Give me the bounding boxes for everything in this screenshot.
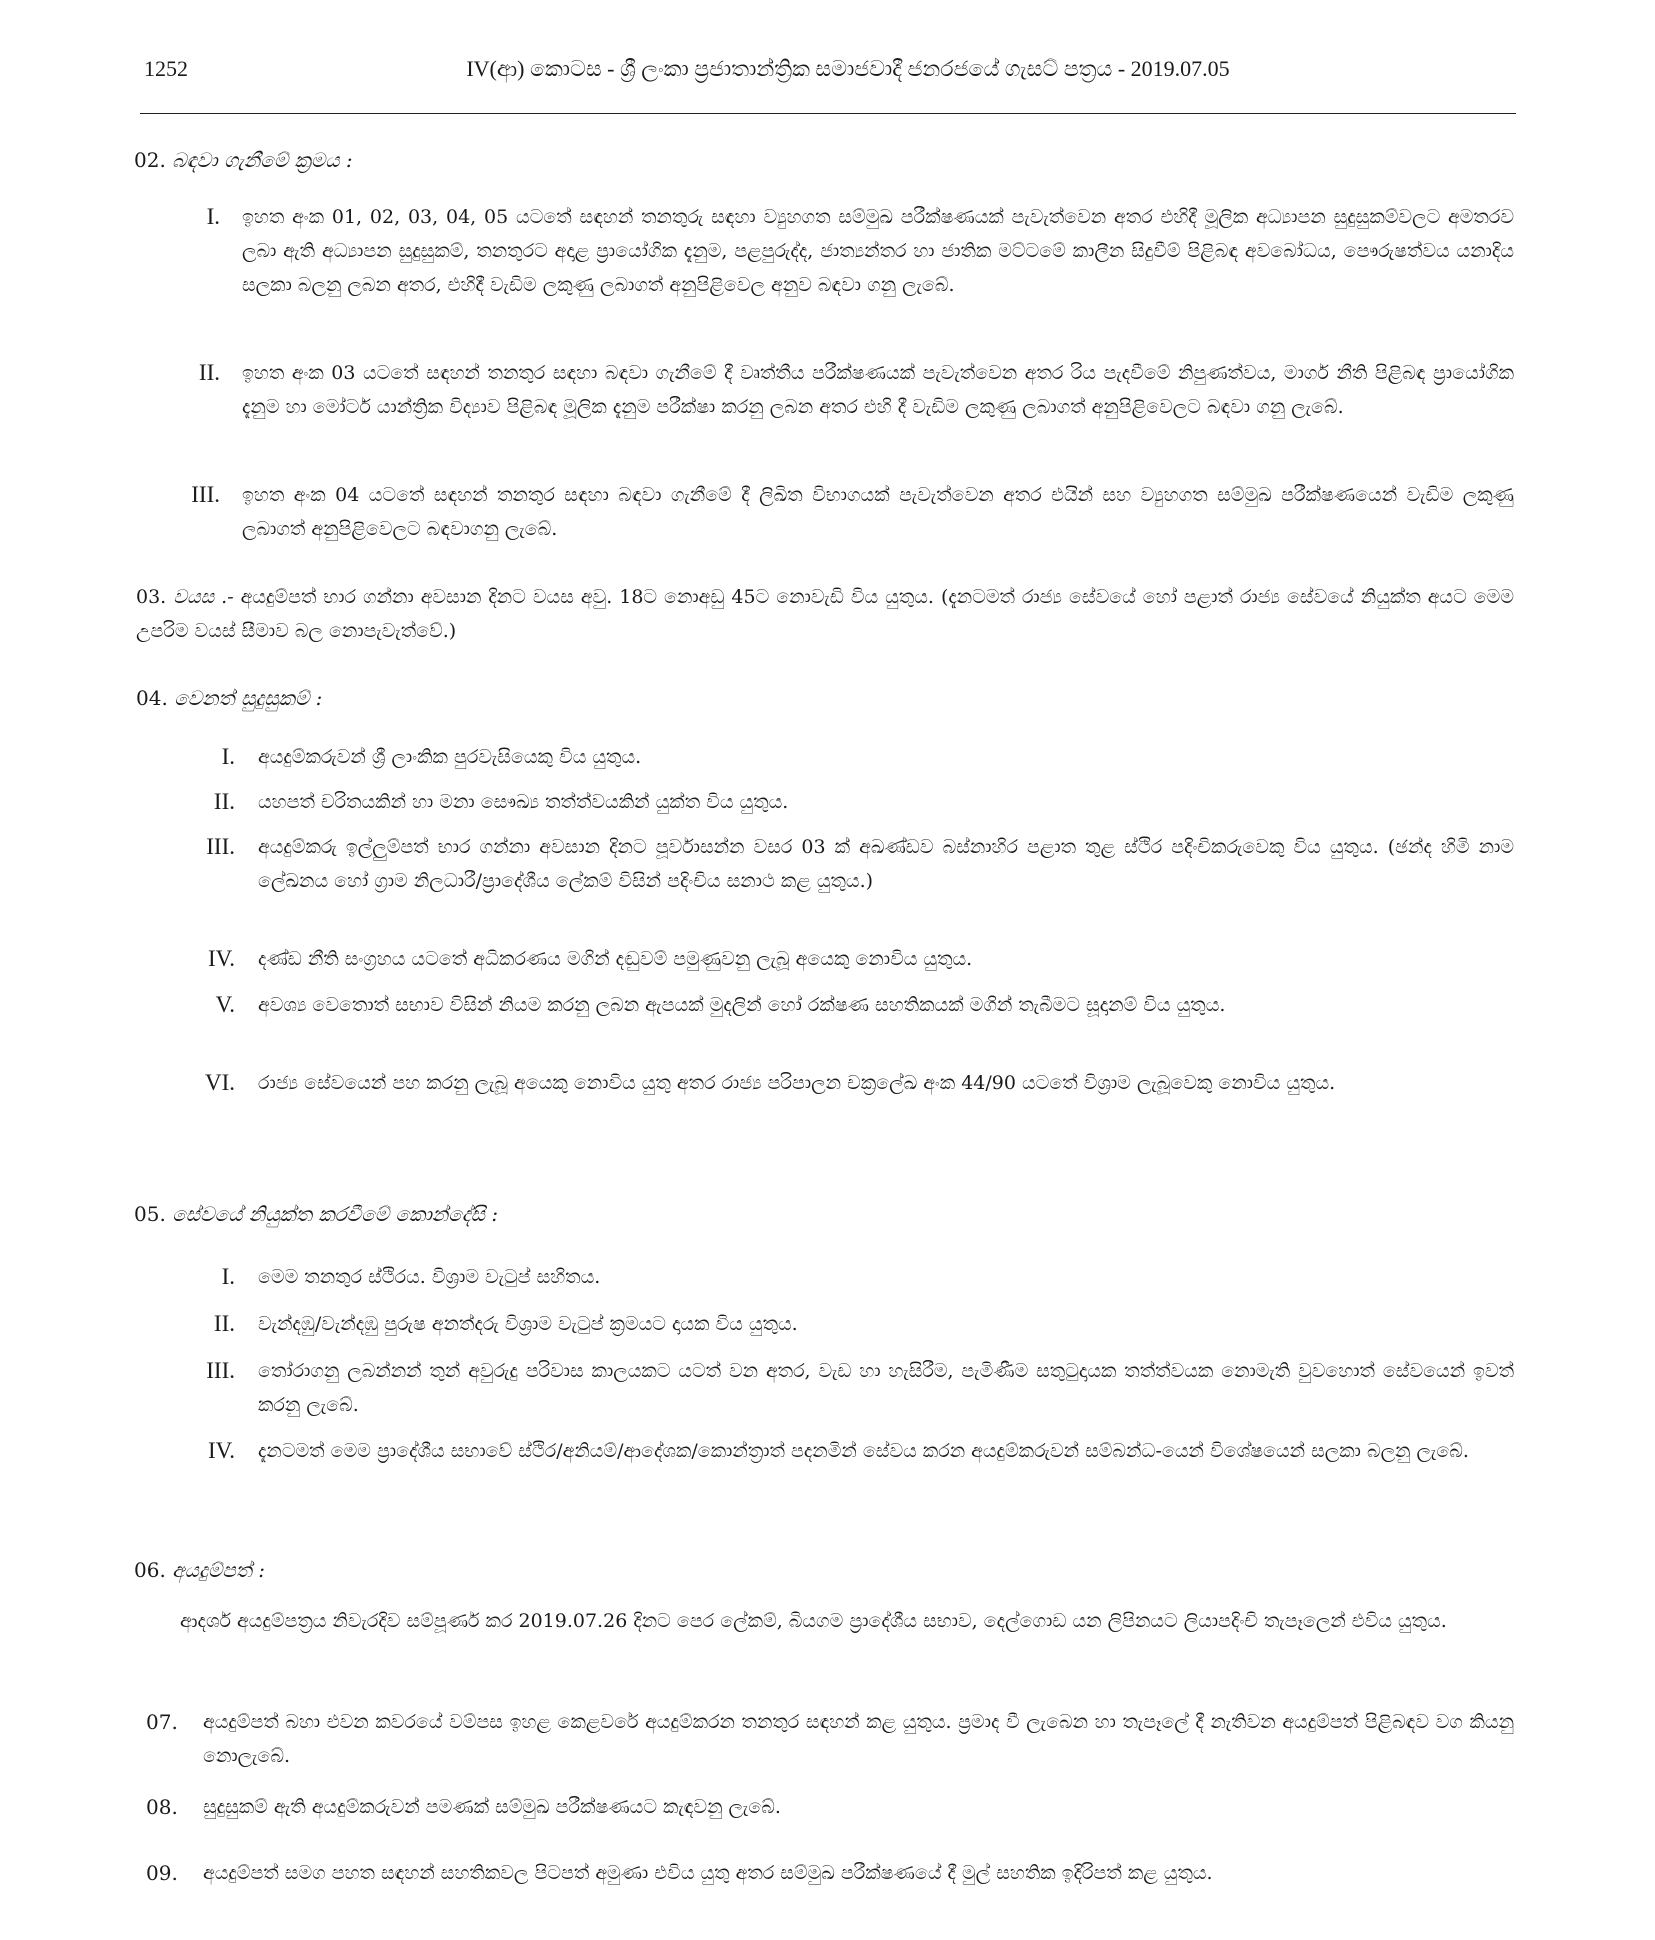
page-number: 1252	[144, 56, 188, 81]
item-number: V.	[215, 992, 235, 1017]
item-text: අයදුම්කරු ඉල්ලුම්පත් භාර ගන්නා අවසාන දිනට පූර්වාසන්න වසර 03 ක් අඛණ්ඩව බස්නාහිර පළාත තුළ ස්ථිර පදිංචිකරුවෙකු විය යුතුය. (ඡන්ද හිමි නාම ලේඛනය හෝ ග්‍රාම නිලධාරී/ප්‍රාදේශීය ලේකම් විසින් පදිංචිය සනාථ කළ යුතුය.)	[258, 836, 1514, 892]
item-text: වැන්දඹු/වැන්දඹු පුරුෂ අනත්දරු විශ්‍රාම වැටුප් ක්‍රමයට දායක විය යුතුය.	[258, 1313, 798, 1335]
section-03-paragraph	[136, 580, 1514, 648]
item-text: අවශ්‍ය වෙතොත් සභාව විසින් නියම කරනු ලබන ඇපයක් මුදලින් හෝ රක්ෂණ සහතිකයක් මගින් තැබීමට සූදානම් විය යුතුය.	[258, 994, 1226, 1016]
item-number: VI.	[204, 1070, 235, 1095]
item-text: මෙම තනතුර ස්ථිරය. විශ්‍රාම වැටුප් සහිතය.	[258, 1266, 601, 1288]
item-text: රාජ්‍ය සේවයෙන් පහ කරනු ලැබූ අයෙකු නොවිය යුතු අතර රාජ්‍ය පරිපාලන චක්‍රලේඛ අංක 44/90 යටතේ විශ්‍රාම ලැබූවෙකු නොවිය යුතුය.	[258, 1072, 1336, 1094]
gazette-title: IV(ආ) කොටස - ශ්‍රී ලංකා ප්‍රජාතාන්ත්‍රික සමාජවාදී ජනරජයේ ගැසට් පත්‍රය - 2019.07.05	[466, 56, 1230, 81]
item-number: II.	[213, 1311, 235, 1336]
item-number: III.	[206, 834, 235, 859]
item-text: යහපත් චරිතයකින් හා මනා සෞඛ්‍ය තත්ත්වයකින් යුක්ත විය යුතුය.	[258, 791, 789, 813]
header-divider	[140, 113, 1516, 114]
section-06-text: ආදර්ශ අයදුම්පත්‍රය නිවැරදිව සම්පූර්ණ කර 2019.07.26 දිනට පෙර ලේකම්, බියගම ප්‍රාදේශීය සභාව, දෙල්ගොඩ යන ලිපිනයට ලියාපදිංචි තැපෑලෙන් එවිය යුතුය.	[180, 1610, 1447, 1632]
item-number: III.	[191, 482, 220, 507]
item-text: අයදුම්කරුවන් ශ්‍රී ලාංකික පුරවැසියෙකු විය යුතුය.	[258, 746, 642, 768]
item-text: ඉහත අංක 01, 02, 03, 04, 05 යටතේ සඳහන් තනතුරු සඳහා ව්‍යුහගත සම්මුඛ පරීක්ෂණයක් පැවැත්වෙන අතර එහිදී මූලික අධ්‍යාපන සුදුසුකම්වලට අමතරව ලබා ඇති අධ්‍යාපන සුදුසුකම්, තනතුරට අදාළ ප්‍රායෝගික දැනුම, පළපුරුද්ද, ජාත්‍යන්තර හා ජාතික මට්ටමේ කාලීන සිදුවීම් පිළිබඳ අවබෝධය, පෞරුෂත්වය යනාදිය සලකා බලනු ලබන අතර, එහිදී වැඩිම ලකුණු ලබාගත් අනුපිළිවෙල අනුව බඳවා ගනු ලැබේ.	[242, 206, 1514, 296]
section-04-heading: 04. වෙනත් සුදුසුකම් :	[136, 686, 323, 710]
item-number: I.	[206, 204, 220, 229]
section-06-heading: 06. අයදුම්පත් :	[134, 1558, 266, 1582]
section-08-number: 08.	[146, 1795, 178, 1819]
section-08-text: සුදුසුකම් ඇති අයදුම්කරුවන් පමණක් සම්මුඛ පරීක්ෂණයට කැඳවනු ලැබේ.	[203, 1796, 781, 1818]
item-text: තෝරාගනු ලබන්නන් තුන් අවුරුදු පරිවාස කාලයකට යටත් වන අතර, වැඩ හා හැසිරීම, පැමිණීම සතුටුදායක තත්ත්වයක නොමැති වුවහොත් සේවයෙන් ඉවත් කරනු ලැබේ.	[258, 1360, 1514, 1416]
item-text: දණ්ඩ නීති සංග්‍රහය යටතේ අධිකරණය මගින් දඬුවම් පමුණුවනු ලැබූ අයෙකු නොවිය යුතුය.	[258, 948, 973, 970]
page-header	[140, 52, 1516, 92]
section-02-heading: 02. බඳවා ගැනීමේ ක්‍රමය :	[134, 148, 353, 172]
item-text: දැනටමත් මෙම ප්‍රාදේශීය සභාවේ ස්ථිර/අනියම්/ආදේශක/කොන්ත්‍රාත් පදනමින් සේවය කරන අයදුම්කරුවන් සම්බන්ධ-යෙන් විශේෂයෙන් සලකා බලනු ලැබේ.	[258, 1440, 1469, 1462]
item-text: ඉහත අංක 03 යටතේ සඳහන් තනතුර සඳහා බඳවා ගැනීමේ දී වෘත්තීය පරීක්ෂණයක් පැවැත්වෙන අතර රිය පැදවීමේ නිපුණත්වය, මාර්ග නීති පිළිබඳ ප්‍රායෝගික දැනුම හා මෝටර් යාන්ත්‍රික විද්‍යාව පිළිබඳ මූලික දැනුම පරීක්ෂා කරනු ලබන අතර එහි දී වැඩිම ලකුණු ලබාගත් අනුපිළිවෙලට බඳවා ගනු ලැබේ.	[242, 362, 1514, 418]
item-number: I.	[221, 744, 235, 769]
item-number: IV.	[207, 946, 235, 971]
item-text: ඉහත අංක 04 යටතේ සඳහන් තනතුර සඳහා බඳවා ගැනීමේ දී ලිඛිත විභාගයක් පැවැත්වෙන අතර එයින් සහ ව්‍යුහගත සම්මුඛ පරීක්ෂණයෙන් වැඩිම ලකුණු ලබාගත් අනුපිළිවෙලට බඳවාගනු ලැබේ.	[242, 484, 1514, 540]
item-number: IV.	[207, 1438, 235, 1463]
item-number: I.	[221, 1264, 235, 1289]
item-number: III.	[206, 1358, 235, 1383]
section-03-title: වයස .-	[173, 586, 234, 608]
item-number: II.	[213, 789, 235, 814]
section-09-text: අයදුම්පත් සමග පහත සඳහන් සහතිකවල පිටපත් අමුණා එවිය යුතු අතර සම්මුඛ පරීක්ෂණයේ දී මුල් සහතික ඉදිරිපත් කළ යුතුය.	[203, 1862, 1213, 1884]
section-07-text: අයදුම්පත් බහා එවන කවරයේ වම්පස ඉහළ කෙළවරේ අයදුම්කරන තනතුර සඳහන් කළ යුතුය. ප්‍රමාද වී ලැබෙන හා තැපෑලේ දී නැතිවන අයදුම්පත් පිළිබඳව වග කියනු නොලැබේ.	[203, 1711, 1514, 1767]
section-03-text: අයදුම්පත් භාර ගන්නා අවසාන දිනට වයස අවු. 18ට නොඅඩු 45ට නොවැඩි විය යුතුය. (දැනටමත් රාජ්‍ය සේවයේ හෝ පළාත් රාජ්‍ය සේවයේ නියුක්ත අයට මෙම උපරිම වයස් සීමාව බල නොපැවැත්වේ.)	[136, 586, 1514, 642]
section-05-heading: 05. සේවයේ නියුක්ත කරවීමේ කොන්දේසි :	[134, 1202, 499, 1226]
section-09-number: 09.	[146, 1861, 178, 1885]
item-number: II.	[198, 360, 220, 385]
section-03-number: 03.	[136, 586, 167, 608]
section-07-number: 07.	[146, 1710, 178, 1734]
